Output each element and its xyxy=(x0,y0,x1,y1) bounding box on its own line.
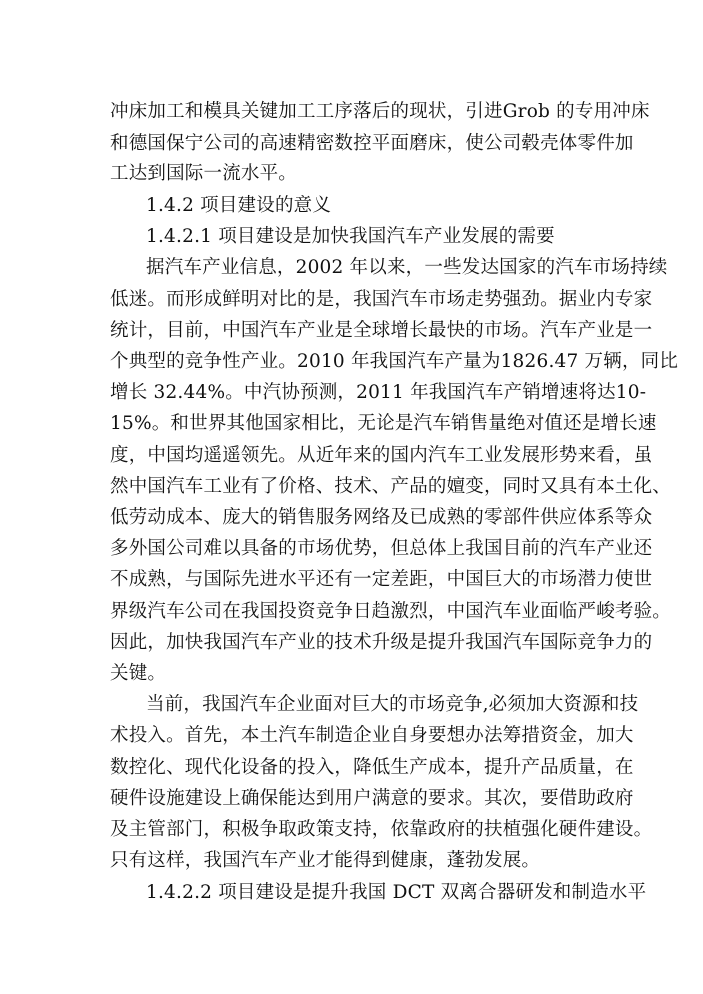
body-text-line: 多外国公司难以具备的市场优势，但总体上我国目前的汽车产业还 xyxy=(110,538,653,559)
body-text-line: 工达到国际一流水平。 xyxy=(110,163,298,184)
body-text-line: 个典型的竞争性产业。2010 年我国汽车产量为1826.47 万辆，同比 xyxy=(110,351,679,372)
body-text-line: 统计，目前，中国汽车产业是全球增长最快的市场。汽车产业是一 xyxy=(110,320,653,341)
body-text-line: 及主管部门，积极争取政策支持，依靠政府的扶植强化硬件建设。 xyxy=(110,819,653,840)
body-text-line: 数控化、现代化设备的投入，降低生产成本，提升产品质量，在 xyxy=(110,757,634,778)
body-text-line: 增长 32.44%。中汽协预测，2011 年我国汽车产销增速将达10- xyxy=(110,382,647,403)
body-text-line: 15%。和世界其他国家相比，无论是汽车销售量绝对值还是增长速 xyxy=(110,413,657,434)
body-text-line: 当前，我国汽车企业面对巨大的市场竞争,必须加大资源和技 xyxy=(146,694,639,715)
body-text-line: 冲床加工和模具关键加工工序落后的现状，引进Grob 的专用冲床 xyxy=(110,101,650,122)
body-text-line: 只有这样，我国汽车产业才能得到健康，蓬勃发展。 xyxy=(110,850,541,871)
body-text-line: 界级汽车公司在我国投资竞争日趋激烈，中国汽车业面临严峻考验。 xyxy=(110,601,672,622)
body-text-line: 据汽车产业信息，2002 年以来，一些发达国家的汽车市场持续 xyxy=(146,257,668,278)
section-heading: 1.4.2 项目建设的意义 xyxy=(146,195,332,216)
body-text-line: 因此，加快我国汽车产业的技术升级是提升我国汽车国际竞争力的 xyxy=(110,632,653,653)
body-text-line: 低劳动成本、庞大的销售服务网络及已成熟的零部件供应体系等众 xyxy=(110,507,653,528)
body-text-line: 关键。 xyxy=(110,663,167,684)
body-text-line: 术投入。首先，本土汽车制造企业自身要想办法筹措资金，加大 xyxy=(110,725,634,746)
subsection-heading: 1.4.2.2 项目建设是提升我国 DCT 双离合器研发和制造水平 xyxy=(146,882,647,903)
body-text-line: 硬件设施建设上确保能达到用户满意的要求。其次，要借助政府 xyxy=(110,788,634,809)
body-text-line: 然中国汽车工业有了价格、技术、产品的嬗变，同时又具有本土化、 xyxy=(110,476,672,497)
body-text-line: 不成熟，与国际先进水平还有一定差距，中国巨大的市场潜力使世 xyxy=(110,569,653,590)
body-text-line: 度，中国均遥遥领先。从近年来的国内汽车工业发展形势来看，虽 xyxy=(110,445,653,466)
body-text-line: 低迷。而形成鲜明对比的是，我国汽车市场走势强劲。据业内专家 xyxy=(110,289,653,310)
subsection-heading: 1.4.2.1 项目建设是加快我国汽车产业发展的需要 xyxy=(146,226,555,247)
body-text-line: 和德国保宁公司的高速精密数控平面磨床，使公司毂壳体零件加 xyxy=(110,133,634,154)
